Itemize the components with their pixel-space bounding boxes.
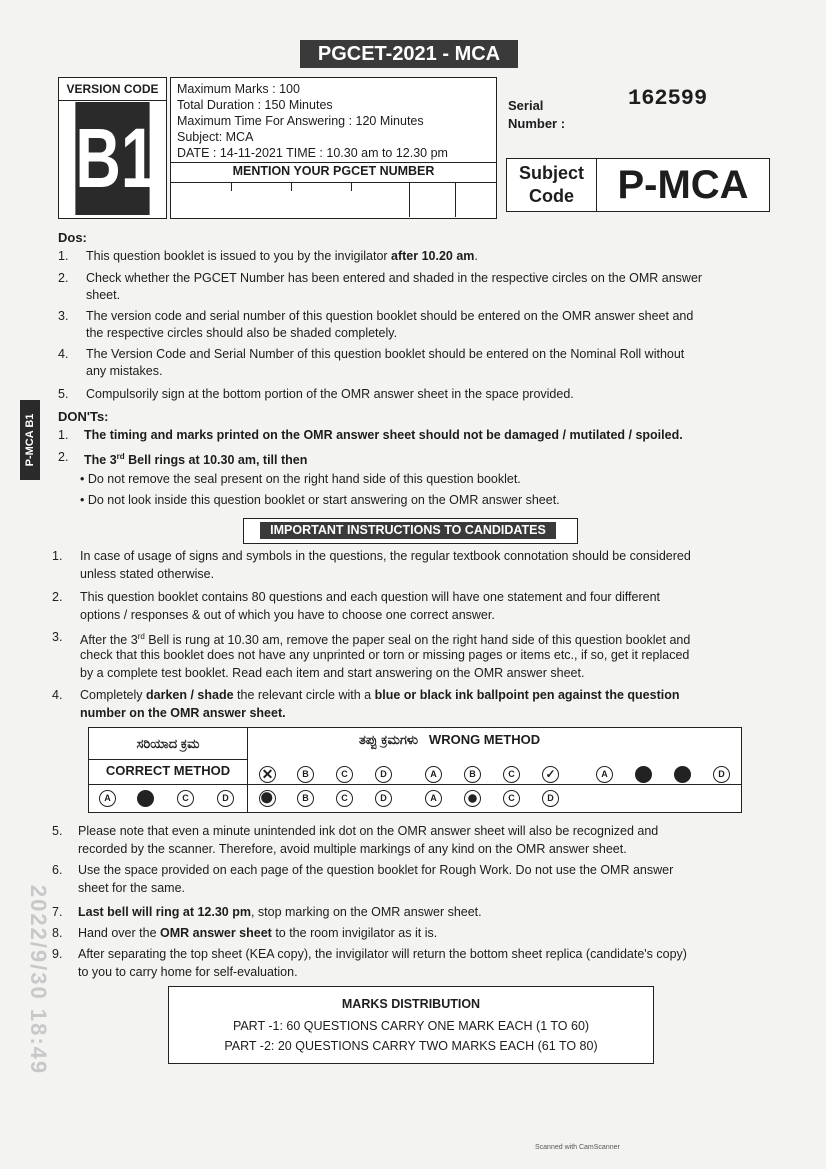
item-number: 3. [52,630,63,644]
important-heading: IMPORTANT INSTRUCTIONS TO CANDIDATES [260,522,556,539]
bubble-a-crossed: ✕ [259,766,276,783]
item-number: 2. [52,590,63,604]
text-part: Hand over the [78,926,160,940]
text-part: , stop marking on the OMR answer sheet. [250,905,482,919]
bubble-b: B [464,766,481,783]
bullet-text: Do not look inside this question booklet or start answering on the OMR answer sheet. [87,493,560,507]
watermark-text: 2022/9/30 18:49 [26,884,51,1076]
bold-part: darken / shade [146,688,234,702]
digit-divider [455,183,456,217]
bubble-c-filled [674,766,691,783]
serial-label-line: Number : [508,116,566,131]
item-line: Check whether the PGCET Number has been entered and shaded in the respective circles on the OMR answer [86,271,703,285]
marks-distribution-box [168,986,654,1064]
bold-part: after 10.20 am [391,249,475,263]
text-part: . [474,249,478,263]
item-line: The timing and marks printed on the OMR answer sheet should not be damaged / mutilated / spoiled. [84,428,683,442]
subject-label-line: Code [529,186,574,206]
serial-number: 162599 [628,86,708,111]
item-line: This question booklet contains 80 questions and each question will have one statement and four different [80,590,661,604]
bubble-d: D [542,790,559,807]
bubble-c: C [503,766,520,783]
bold-part: Last bell will ring at 12.30 pm [78,905,251,919]
item-number: 2. [58,450,69,464]
item-line: to you to carry home for self-evaluation. [78,965,298,979]
bubble-d: D [217,790,234,807]
item-line [78,925,437,941]
item-line: In case of usage of signs and symbols in the questions, the regular textbook connotation should be considered [80,549,691,563]
marks-part-1: PART -1: 60 QUESTIONS CARRY ONE MARK EACH (1 TO 60) [232,1019,590,1033]
item-line: the respective circles should also be shaded completely. [86,326,398,340]
text-part: The 3 [84,453,117,468]
bold-part: blue or black ink ballpoint pen against the question [374,688,680,702]
donts-heading: DON'Ts: [58,409,109,424]
wrong-method-kannada: ತಪ್ಪು ಕ್ರಮಗಳು [359,732,419,747]
superscript: rd [116,452,125,461]
table-divider [89,759,247,760]
divider [171,162,496,163]
digit-tick [351,183,352,191]
item-number: 2. [58,271,69,285]
donts-bullet: • Do not look inside this question booklet or start answering on the OMR answer sheet. [80,493,560,507]
text-part: the relevant circle with a [233,688,375,702]
item-line [80,687,680,703]
item-line: After separating the top sheet (KEA copy), the invigilator will return the bottom sheet replica (candidate's copy) [78,947,687,961]
side-tab-text: P-MCA B1 [24,413,36,467]
bubble-d: D [375,790,392,807]
subject-label-line: Subject [518,163,584,183]
divider [171,182,496,183]
bubble-d-ticked: ✓ [542,766,559,783]
item-number: 1. [58,249,69,263]
scanner-note: Scanned with CamScanner [535,1144,620,1151]
bubble-a: A [99,790,116,807]
bubble-b-filled [137,790,154,807]
item-line: recorded by the scanner. Therefore, avoid multiple markings of any kind on the OMR answer sheet. [78,842,627,856]
donts-bullet: • Do not remove the seal present on the right hand side of this question booklet. [80,472,521,486]
serial-label-line: Serial [508,98,544,113]
table-divider [247,728,248,812]
wrong-method-label: WRONG METHOD [428,732,541,747]
item-line: check that this booklet does not have any unprinted or torn or missing pages or items etc., if so, get it replaced [80,648,690,662]
exam-info-box [170,77,497,219]
version-code-box [58,77,167,219]
item-line: The version code and serial number of this question booklet should be entered on the OMR answer sheet and [86,309,694,323]
total-duration: Total Duration : 150 Minutes [177,98,333,112]
digit-divider [409,183,410,217]
text-part: Bell rings at 10.30 am, till then [124,453,308,468]
item-number: 1. [52,549,63,563]
item-number: 5. [58,387,69,401]
marks-heading: MARKS DISTRIBUTION [341,997,481,1011]
timestamp-watermark [26,855,51,1105]
subject-code-label [507,159,597,211]
side-tab [20,400,40,480]
bold-part: OMR answer sheet [160,926,272,940]
bubble-b-dot [464,790,481,807]
max-answer-time: Maximum Time For Answering : 120 Minutes [177,114,424,128]
bubble-b: B [297,790,314,807]
text-part: Completely [80,688,146,702]
pgcet-number-label: MENTION YOUR PGCET NUMBER [232,164,435,178]
important-banner [243,518,578,544]
correct-method-label: CORRECT METHOD [105,763,231,778]
bubble-c: C [177,790,194,807]
bubble-d: D [375,766,392,783]
bubble-a-partial [259,790,276,807]
item-line: sheet. [86,288,121,302]
bubble-a: A [596,766,613,783]
item-number: 3. [58,309,69,323]
item-line: by a complete test booklet. Read each item and start answering on the OMR answer sheet. [80,666,585,680]
marks-part-2: PART -2: 20 QUESTIONS CARRY TWO MARKS EACH (61 TO 80) [224,1039,598,1053]
omr-method-table [88,727,742,813]
item-number: 4. [52,688,63,702]
serial-number-label [508,97,565,133]
item-text [86,248,478,264]
item-number: 1. [58,428,69,442]
item-line: Use the space provided on each page of the question booklet for Rough Work. Do not use the OMR answer [78,863,674,877]
text-part: Bell is rung at 10.30 am, remove the paper seal on the right hand side of this question booklet and [144,633,691,648]
text-part: After the 3 [80,633,138,648]
dos-heading: Dos: [58,230,87,245]
wrong-method-heading [359,732,540,748]
item-line [78,904,482,920]
item-number: 7. [52,905,63,919]
superscript: rd [137,632,145,641]
bubble-a: A [425,766,442,783]
item-line: unless stated otherwise. [80,567,215,581]
item-line: number on the OMR answer sheet. [80,706,286,720]
version-code-label: VERSION CODE [59,78,166,101]
bubble-c: C [336,790,353,807]
max-marks: Maximum Marks : 100 [177,82,300,96]
bubble-b-filled [635,766,652,783]
digit-tick [231,183,232,191]
item-number: 5. [52,824,63,838]
correct-method-kannada: ಸರಿಯಾದ ಕ್ರಮ [136,736,200,751]
item-line [80,629,690,648]
item-line: sheet for the same. [78,881,186,895]
item-line: Compulsorily sign at the bottom portion of the OMR answer sheet in the space provided. [86,387,574,401]
item-number: 4. [58,347,69,361]
version-code: B1 [75,102,149,215]
item-line: Please note that even a minute unintended ink dot on the OMR answer sheet will also be recognized and [78,824,659,838]
subject-line: Subject: MCA [177,130,254,144]
bubble-b: B [297,766,314,783]
text-part: to the room invigilator as it is. [271,926,438,940]
subject-code: P-MCA [617,163,749,207]
bullet-text: Do not remove the seal present on the right hand side of this question booklet. [87,472,521,486]
date-time-line: DATE : 14-11-2021 TIME : 10.30 am to 12.30 pm [177,146,448,160]
bubble-a: A [425,790,442,807]
item-number: 8. [52,926,63,940]
exam-title: PGCET-2021 - MCA [300,40,518,68]
bubble-c: C [336,766,353,783]
subject-code-box [506,158,770,212]
item-number: 9. [52,947,63,961]
digit-tick [291,183,292,191]
item-line: The Version Code and Serial Number of this question booklet should be entered on the Nominal Roll without [86,347,685,361]
text-part: This question booklet is issued to you by the invigilator [86,249,392,263]
item-line: any mistakes. [86,364,163,378]
item-line [84,449,307,468]
table-divider [89,784,741,785]
bubble-d: D [713,766,730,783]
item-number: 6. [52,863,63,877]
bubble-c: C [503,790,520,807]
item-line: options / responses & out of which you have to choose one correct answer. [80,608,495,622]
